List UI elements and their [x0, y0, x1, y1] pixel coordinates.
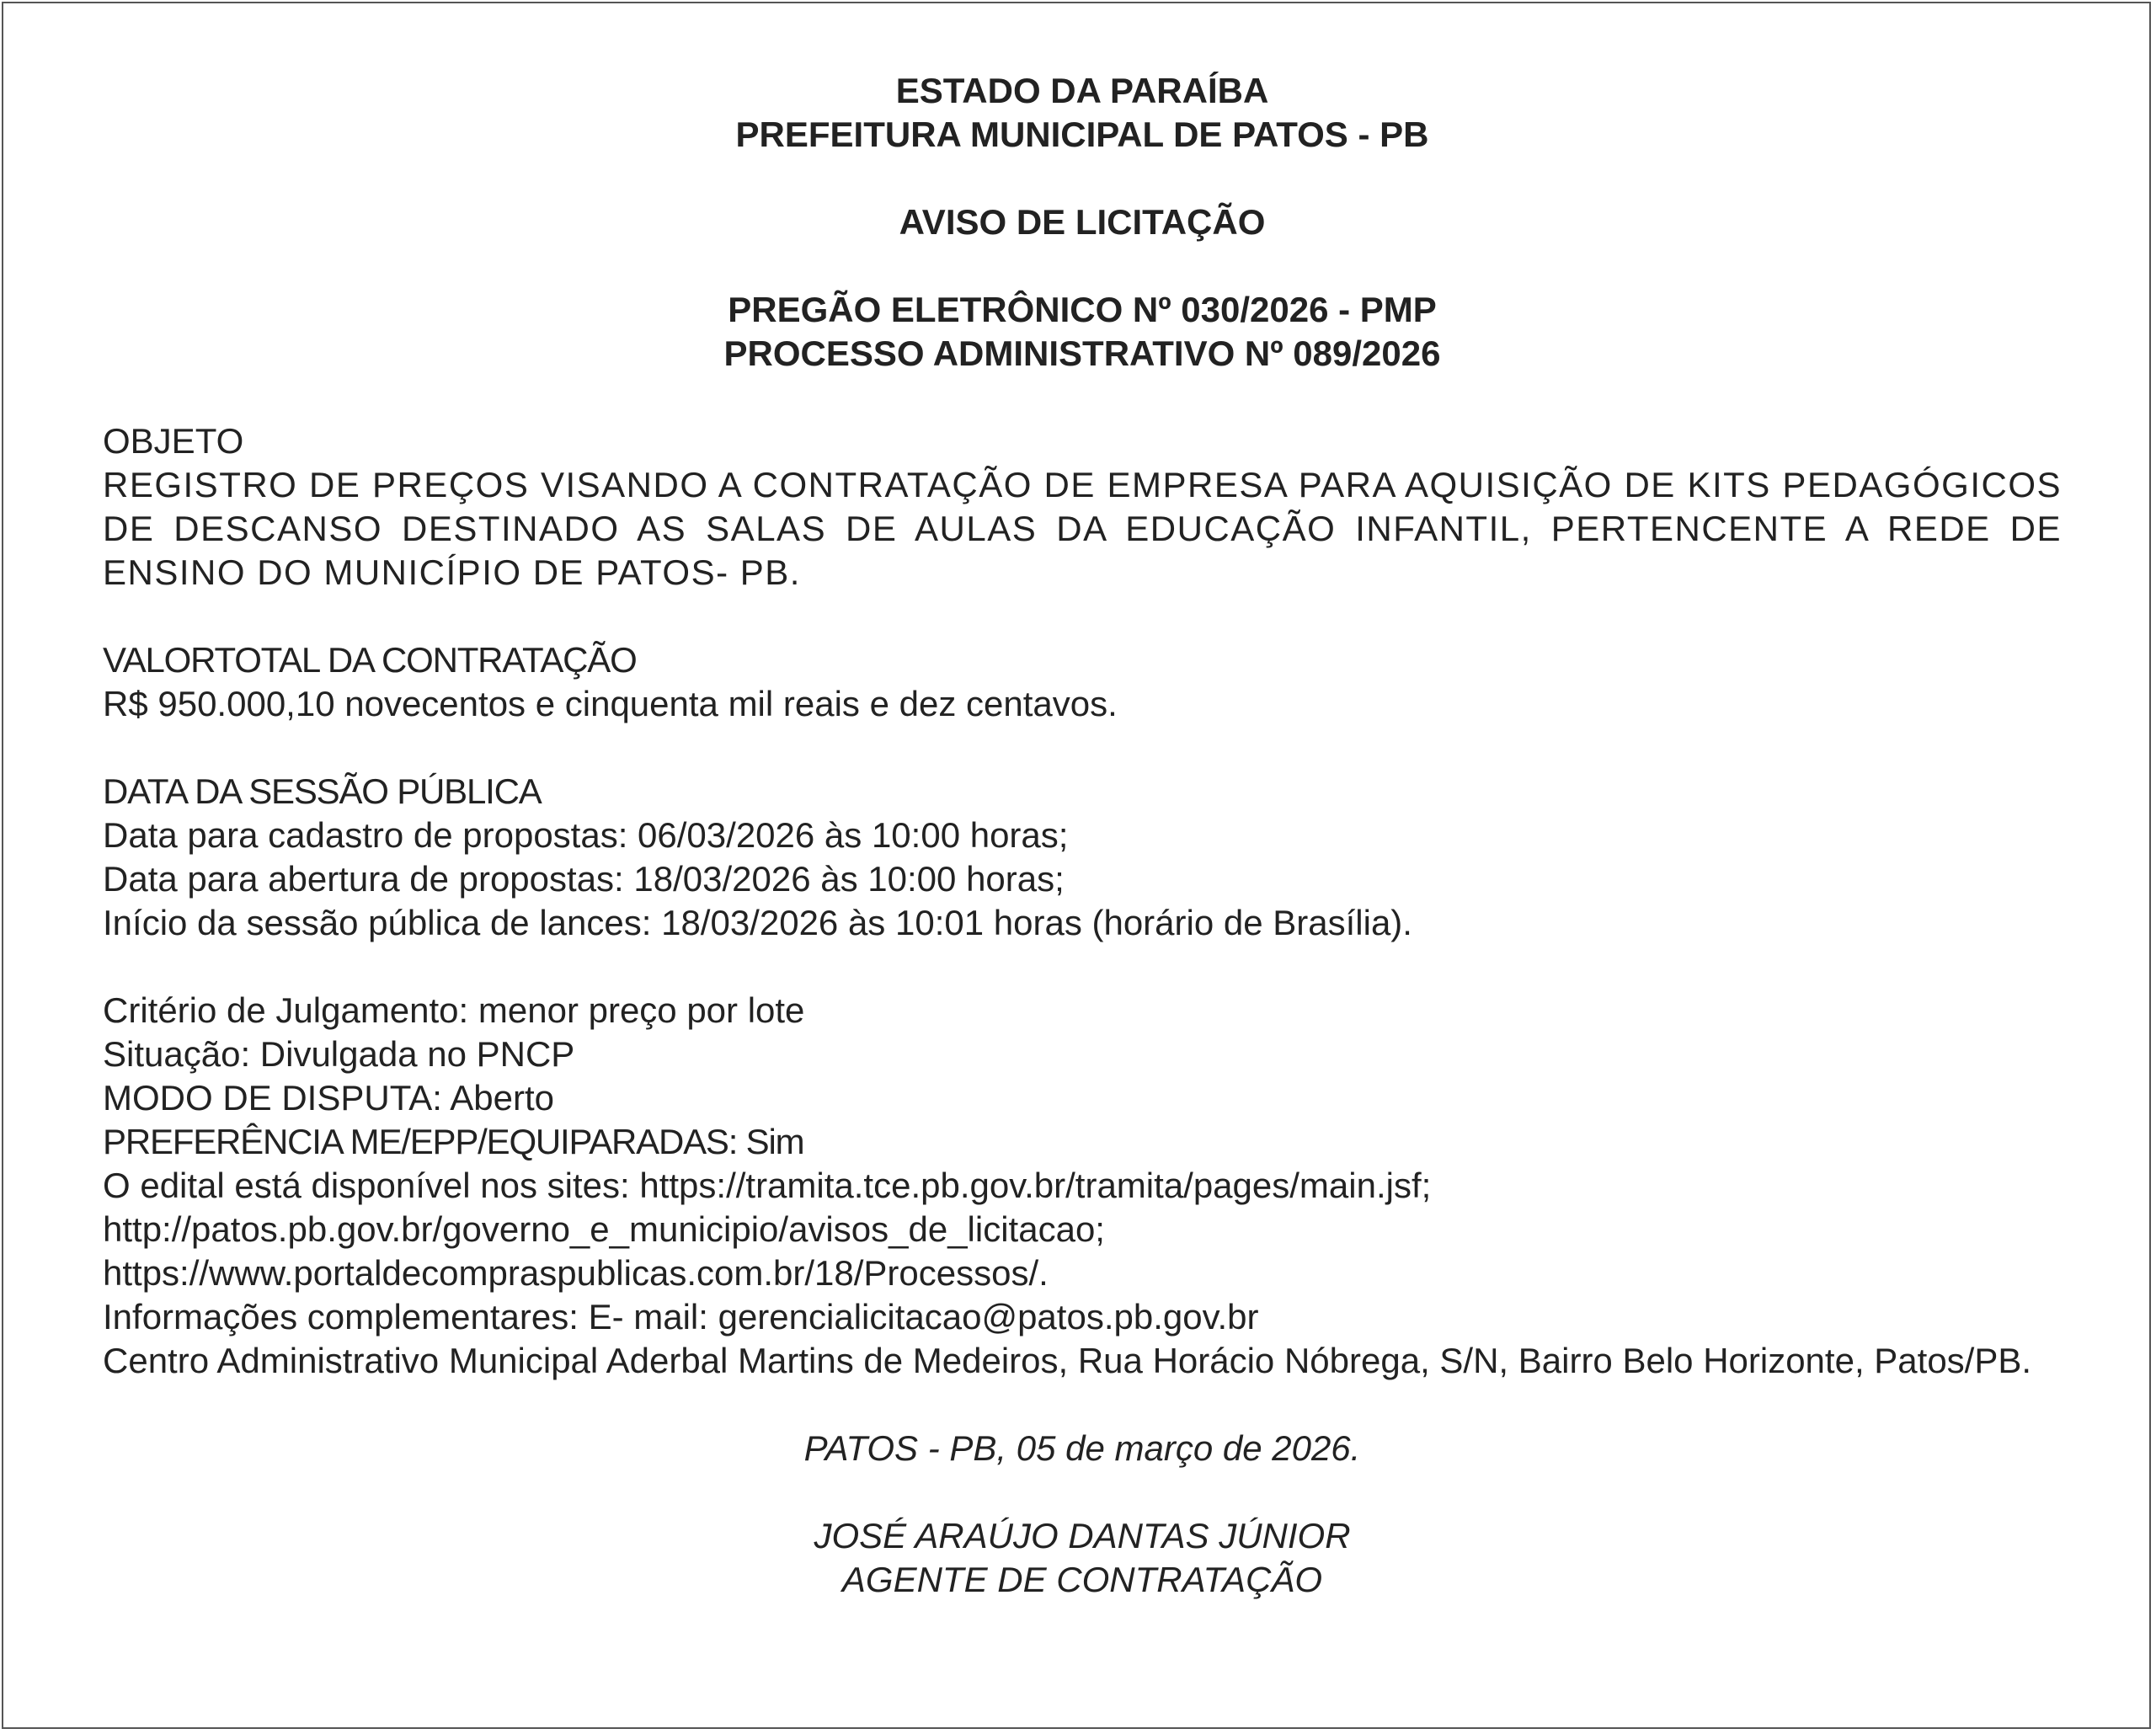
value-text: R$ 950.000,10 novecentos e cinquenta mil reais e dez centavos.: [103, 684, 1118, 723]
document-frame: [2, 2, 2151, 1729]
session-section: [103, 770, 2062, 945]
footer-block: [103, 1427, 2062, 1602]
details-section: [103, 989, 2062, 1383]
licitation-notice: [103, 69, 2062, 1602]
session-line: Início da sessão pública de lances: 18/03/2026 às 10:01 horas (horário de Brasília).: [103, 903, 1412, 942]
session-line: Data para cadastro de propostas: 06/03/2026 às 10:00 horas;: [103, 815, 1069, 855]
edital-sites-line: O edital está disponível nos sites: https://tramita.tce.pb.gov.br/tramita/pages/main.jsf;: [103, 1166, 1432, 1205]
preference-line: PREFERÊNCIA ME/EPP/EQUIPARADAS: Sim: [103, 1122, 804, 1161]
process-number: PROCESSO ADMINISTRATIVO Nº 089/2026: [723, 333, 1441, 373]
patos-site-line: http://patos.pb.gov.br/governo_e_municipio/avisos_de_licitacao;: [103, 1209, 1105, 1249]
signer-role: AGENTE DE CONTRATAÇÃO: [841, 1560, 1323, 1599]
notice-title: AVISO DE LICITAÇÃO: [899, 202, 1266, 242]
dispute-mode: MODO DE DISPUTA: Aberto: [103, 1078, 555, 1118]
session-label: DATA DA SESSÃO PÚBLICA: [103, 771, 542, 811]
judgment-criterion: Critério de Julgamento: menor preço por lote: [103, 990, 805, 1030]
value-section: [103, 638, 2062, 726]
value-label: VALORTOTAL DA CONTRATAÇÃO: [103, 640, 637, 680]
portal-site-line: https://www.portaldecompraspublicas.com.br/18/Processos/.: [103, 1253, 1049, 1293]
auction-number: PREGÃO ELETRÔNICO Nº 030/2026 - PMP: [728, 290, 1437, 329]
city-hall-heading: PREFEITURA MUNICIPAL DE PATOS - PB: [735, 115, 1429, 154]
status-line: Situação: Divulgada no PNCP: [103, 1034, 575, 1074]
contact-email-line: Informações complementares: E- mail: gerencialicitacao@patos.pb.gov.br: [103, 1297, 1259, 1337]
signer-name: JOSÉ ARAÚJO DANTAS JÚNIOR: [814, 1516, 1351, 1555]
object-section: [103, 419, 2062, 595]
state-heading: ESTADO DA PARAÍBA: [895, 71, 1269, 110]
header-block: [103, 69, 2062, 376]
session-line: Data para abertura de propostas: 18/03/2026 às 10:00 horas;: [103, 859, 1065, 899]
address-text: Centro Administrativo Municipal Aderbal Martins de Medeiros, Rua Horácio Nóbrega, S/N, Bairro Belo Horizonte, Patos/PB.: [103, 1341, 2032, 1380]
object-label: OBJETO: [103, 421, 244, 461]
object-text: REGISTRO DE PREÇOS VISANDO A CONTRATAÇÃO DE EMPRESA PARA AQUISIÇÃO DE KITS PEDAGÓGICOS DE DESCANSO DESTINADO AS SALAS DE AULAS DA EDUCAÇÃO INFANTIL, PERTENCENTE A REDE DE ENSINO DO MUNICÍPIO DE PATOS- PB.: [103, 465, 2062, 592]
place-date: PATOS - PB, 05 de março de 2026.: [803, 1428, 1361, 1468]
